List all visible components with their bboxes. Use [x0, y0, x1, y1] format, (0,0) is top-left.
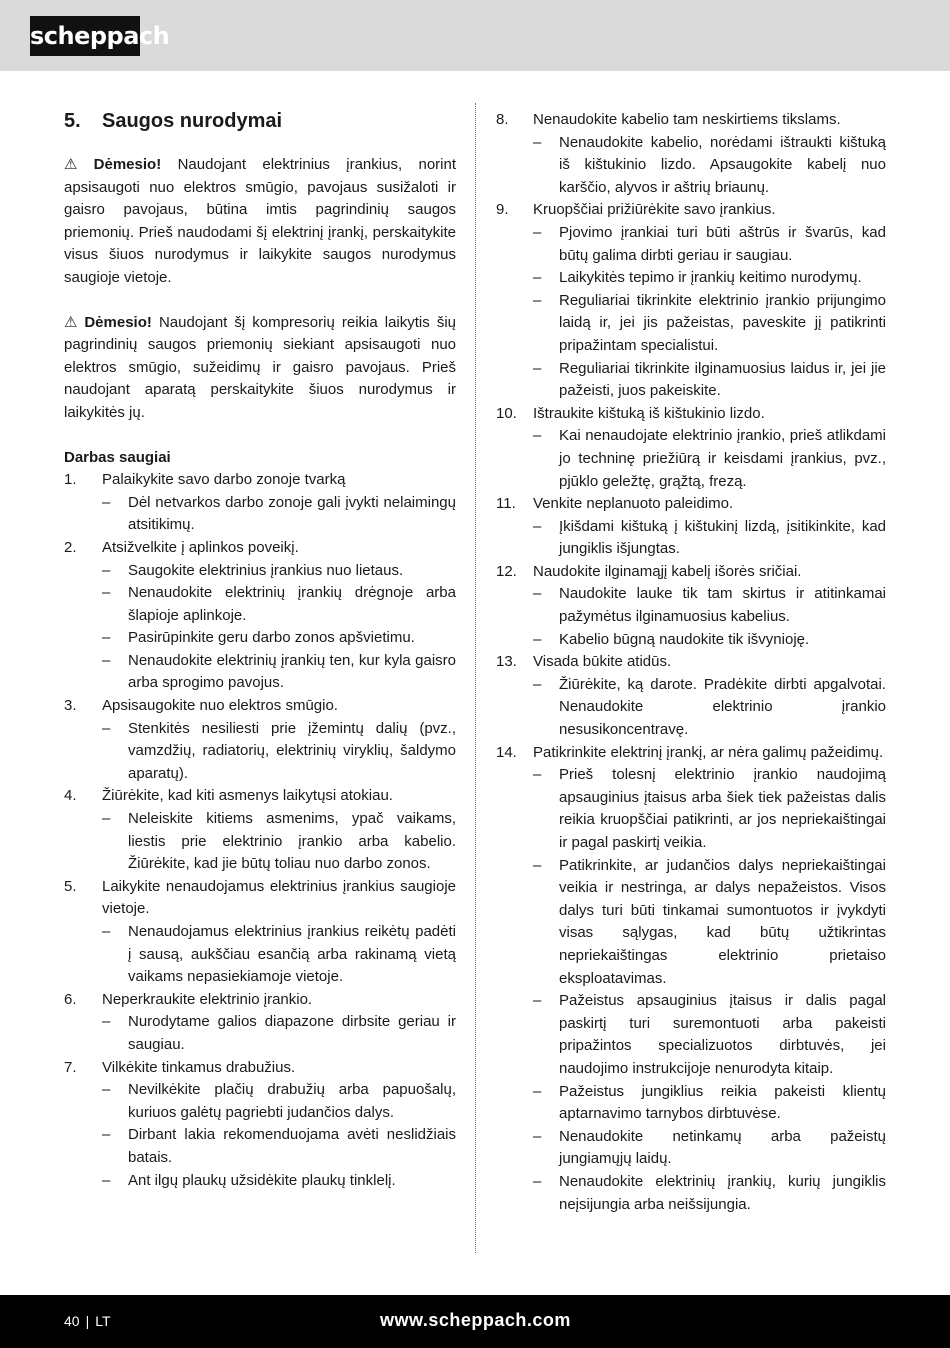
sub-item [64, 718, 456, 786]
sub-item-text: Ant ilgų plaukų užsidėkite plaukų tinklelį. [128, 1171, 396, 1189]
list-item [496, 403, 886, 426]
dash-bullet: – [533, 269, 542, 287]
item-number: 14. [496, 743, 517, 761]
sub-item-text: Nenaudokite netinkamų arba pažeistų jungiamųjų laidų. [559, 1127, 886, 1168]
sub-item-text: Neleiskite kitiems asmenims, ypač vaikams, liestis prie elektrinio įrankio arba kabelio. Žiūrėkite, kad jie būtų toliau nuo darbo zonos. [128, 810, 456, 873]
warning-triangle-icon: ⚠ [64, 313, 81, 331]
dash-bullet: – [102, 584, 111, 602]
list-item [496, 651, 886, 674]
sub-item [496, 132, 886, 200]
sub-item-text: Patikrinkite, ar judančios dalys nepriekaištingai veikia ir nestringa, ar dalys nepažeistos. Visos dalys turi būti tinkamai sumontuotos ir įvykdyti visas sąlygas, kad būtų užtikrintas nepriekaištingas elektrinio prietaiso eksploatavimas. [559, 856, 886, 987]
sub-item [496, 674, 886, 742]
item-number: 4. [64, 787, 77, 805]
sub-item-text: Reguliariai tikrinkite ilginamuosius laidus ir, jei jie pažeisti, juos pakeiskite. [559, 359, 886, 400]
warning-label: Dėmesio! [84, 313, 152, 331]
item-number: 10. [496, 404, 517, 422]
sub-item-text: Žiūrėkite, ką darote. Pradėkite dirbti apgalvotai. Nenaudokite elektrinio įrankio nesusikoncentravę. [559, 675, 886, 739]
warning-label: Dėmesio! [93, 156, 162, 173]
page-indicator [64, 1311, 111, 1331]
item-number: 13. [496, 653, 517, 671]
dash-bullet: – [533, 291, 542, 309]
sub-item [496, 990, 886, 1080]
dash-bullet: – [533, 675, 542, 693]
left-column [64, 108, 456, 1192]
right-column [496, 109, 886, 1216]
sub-item-text: Nurodytame galios diapazone dirbsite geriau ir saugiau. [128, 1013, 456, 1053]
sub-item-text: Naudokite lauke tik tam skirtus ir atitinkamai pažymėtus ilginamuosius kabelius. [559, 585, 886, 626]
dash-bullet: – [533, 133, 542, 151]
section-title: Saugos nurodymai [102, 110, 283, 132]
list-item [496, 109, 886, 132]
brand-logo: scheppach [30, 16, 140, 56]
sub-item-text: Saugokite elektrinius įrankius nuo lietaus. [128, 561, 404, 579]
sub-item-text: Laikykitės tepimo ir įrankių keitimo nurodymų. [559, 269, 862, 287]
column-divider [475, 103, 476, 1253]
section-number: 5. [64, 110, 81, 132]
list-item [64, 469, 456, 492]
sub-item [64, 627, 456, 650]
sub-item [496, 629, 886, 652]
subheading: Darbas saugiai [64, 448, 171, 466]
item-text: Laikykite nenaudojamus elektrinius įrankius saugioje vietoje. [102, 877, 456, 918]
item-number: 11. [496, 495, 516, 513]
item-text: Vilkėkite tinkamus drabužius. [102, 1058, 296, 1076]
list-item [496, 561, 886, 584]
language-code: LT [95, 1313, 111, 1329]
sub-item [496, 222, 886, 267]
dash-bullet: – [533, 766, 542, 784]
list-item [64, 989, 456, 1012]
item-number: 12. [496, 562, 517, 580]
dash-bullet: – [102, 1081, 111, 1099]
item-text: Visada būkite atidūs. [533, 653, 672, 671]
sub-item [496, 358, 886, 403]
item-text: Žiūrėkite, kad kiti asmenys laikytųsi atokiau. [102, 787, 393, 805]
item-text: Kruopščiai prižiūrėkite savo įrankius. [533, 201, 776, 219]
website-link[interactable]: www.scheppach.com [380, 1310, 571, 1330]
dash-bullet: – [533, 223, 542, 241]
sub-item-text: Kai nenaudojate elektrinio įrankio, prieš atlikdami jo techninę priežiūrą ir keisdami įrankius, pvz., pjūklo geležtę, grąžtą, frezą. [559, 427, 886, 490]
item-text: Patikrinkite elektrinį įrankį, ar nėra galimų pažeidimų. [533, 743, 884, 761]
sub-item-text: Nenaudokite elektrinių įrankių drėgnoje arba šlapioje aplinkoje. [128, 584, 456, 624]
sub-item [496, 764, 886, 854]
sub-item [496, 583, 886, 628]
sub-item-text: Dėl netvarkos darbo zonoje gali įvykti nelaimingų atsitikimų. [128, 493, 456, 534]
sub-item [496, 516, 886, 561]
list-item [64, 1057, 456, 1080]
dash-bullet: – [102, 629, 111, 647]
dash-bullet: – [533, 585, 542, 603]
list-item [64, 876, 456, 921]
sub-item-text: Nenaudokite elektrinių įrankių ten, kur kyla gaisro arba sprogimo pavojus. [128, 651, 456, 692]
sub-item [64, 492, 456, 537]
sub-item-text: Prieš tolesnį elektrinio įrankio naudojimą apsauginius įtaisus arba šiek tiek pažeistas dalis reikia kruopščiai patikrinti, ar jos nepriekaištingai ir pagal paskirtį veikia. [559, 766, 886, 851]
dash-bullet: – [533, 427, 542, 445]
page-number: 40 [64, 1313, 80, 1329]
item-text: Nenaudokite kabelio tam neskirtiems tikslams. [533, 111, 841, 128]
sub-item-text: Pjovimo įrankiai turi būti aštrūs ir švarūs, kad būtų galima dirbti geriau ir saugiau. [559, 223, 886, 264]
dash-bullet: – [533, 1172, 542, 1190]
sub-item [64, 1170, 456, 1193]
sub-item-text: Nenaudojamus elektrinius įrankius reikėtų padėti į sausą, aukščiau esančią arba rakinamą vietą vaikams nepasiekiamoje vietoje. [128, 923, 456, 986]
sub-item-text: Pažeistus apsauginius įtaisus ir dalis pagal paskirtį turi suremontuoti arba pakeisti pripažintos specializuotos dirbtuvės, jei naudojimo instrukcijoje nenurodyta kitaip. [559, 992, 886, 1077]
sub-item-text: Nevilkėkite plačių drabužių arba papuošalų, kuriuos galėtų pagriebti judančios dalys. [128, 1081, 456, 1121]
sub-item [496, 267, 886, 290]
item-number: 2. [64, 538, 77, 556]
sub-item [496, 290, 886, 358]
sub-item-text: Pažeistus jungiklius reikia pakeisti klientų aptarnavimo tarnybos dirbtuvėse. [559, 1082, 886, 1123]
sub-item-text: Dirbant lakia rekomenduojama avėti neslidžiais batais. [128, 1126, 456, 1166]
sub-item-text: Pasirūpinkite geru darbo zonos apšvietimu. [128, 629, 415, 647]
safety-list-left [64, 469, 456, 1192]
dash-bullet: – [533, 359, 542, 377]
warning-paragraph-2 [64, 312, 456, 425]
warning-text: Naudojant šį kompresorių reikia laikytis šių pagrindinių saugos priemonių siekiant apsisaugoti nuo elektros smūgio, sužeidimų ir gaisro pavojaus. Prieš naudojant aparatą perskaitykite šiuos nurodymus ir laikykitės jų. [64, 313, 456, 421]
item-text: Apsisaugokite nuo elektros smūgio. [102, 697, 338, 715]
safety-list-right [496, 109, 886, 1216]
list-item [64, 537, 456, 560]
warning-paragraph-1 [64, 154, 456, 290]
sub-item [496, 1126, 886, 1171]
sub-item-text: Nenaudokite kabelio, norėdami ištraukti kištuką iš kištukinio lizdo. Apsaugokite kabelį nuo karščio, alyvos ir aštrių briaunų. [559, 133, 886, 196]
sub-item [496, 1171, 886, 1216]
item-text: Palaikykite savo darbo zonoje tvarką [102, 471, 346, 489]
list-item [64, 785, 456, 808]
item-text: Venkite neplanuoto paleidimo. [533, 495, 734, 513]
dash-bullet: – [102, 1126, 111, 1144]
dash-bullet: – [102, 493, 111, 511]
sub-item-text: Kabelio būgną naudokite tik išvynioję. [559, 630, 810, 648]
list-item [496, 199, 886, 222]
list-item [496, 493, 886, 516]
item-text: Naudokite ilginamąjį kabelį išorės sričiai. [533, 562, 802, 580]
item-number: 7. [64, 1058, 77, 1076]
dash-bullet: – [533, 1082, 542, 1100]
item-text: Ištraukite kištuką iš kištukinio lizdo. [533, 404, 765, 422]
sub-item [496, 1081, 886, 1126]
dash-bullet: – [102, 1171, 111, 1189]
dash-bullet: – [102, 810, 111, 828]
page-footer [0, 1295, 950, 1348]
list-item [64, 695, 456, 718]
dash-bullet: – [102, 923, 111, 940]
sub-item [64, 808, 456, 876]
dash-bullet: – [102, 561, 111, 579]
sub-item-text: Stenkitės nesiliesti prie įžemintų dalių (pvz., vamzdžių, radiatorių, elektrinių viryklių, šaldymo aparatų). [128, 719, 456, 782]
sub-item-text: Reguliariai tikrinkite elektrinio įrankio prijungimo laidą ir, jei jis pažeistas, paveskite jį patikrinti pripažintam specialistui. [559, 291, 886, 354]
dash-bullet: – [102, 719, 111, 737]
dash-bullet: – [533, 630, 542, 648]
sub-item [64, 1124, 456, 1169]
item-number: 3. [64, 697, 77, 715]
warning-triangle-icon: ⚠ [64, 156, 90, 173]
sub-item [64, 921, 456, 989]
item-number: 5. [64, 877, 77, 895]
sub-item [64, 650, 456, 695]
sub-item [64, 1079, 456, 1124]
item-number: 6. [64, 990, 77, 1008]
item-number: 1. [64, 471, 77, 489]
sub-item [496, 855, 886, 991]
sub-item [64, 582, 456, 627]
sub-item [496, 425, 886, 493]
item-text: Neperkraukite elektrinio įrankio. [102, 990, 313, 1008]
dash-bullet: – [533, 517, 542, 535]
item-text: Atsižvelkite į aplinkos poveikį. [102, 538, 299, 556]
sub-item [64, 1011, 456, 1056]
item-number: 9. [496, 201, 509, 219]
item-number: 8. [496, 111, 509, 128]
section-heading [64, 108, 456, 134]
sub-item-text: Nenaudokite elektrinių įrankių, kurių jungiklis neįsijungia arba neišsijungia. [559, 1172, 886, 1213]
dash-bullet: – [533, 856, 542, 874]
dash-bullet: – [102, 651, 111, 669]
sub-item-text: Įkišdami kištuką į kištukinį lizdą, įsitikinkite, kad jungiklis išjungtas. [559, 517, 886, 558]
list-item [496, 742, 886, 765]
warning-text: Naudojant elektrinius įrankius, norint apsisaugoti nuo elektros smūgio, pavojaus susižaloti ir gaisro pavojaus, būtina imtis pagrindinių saugos priemonių. Prieš naudodami šį elektrinį įrankį, perskaitykite visus šiuos nurodymus ir laikykite saugos nurodymus saugioje vietoje. [64, 156, 457, 286]
dash-bullet: – [533, 1127, 542, 1145]
dash-bullet: – [102, 1013, 111, 1031]
dash-bullet: – [533, 992, 542, 1010]
page-header [0, 0, 950, 71]
separator: | [85, 1313, 90, 1329]
sub-item [64, 560, 456, 583]
